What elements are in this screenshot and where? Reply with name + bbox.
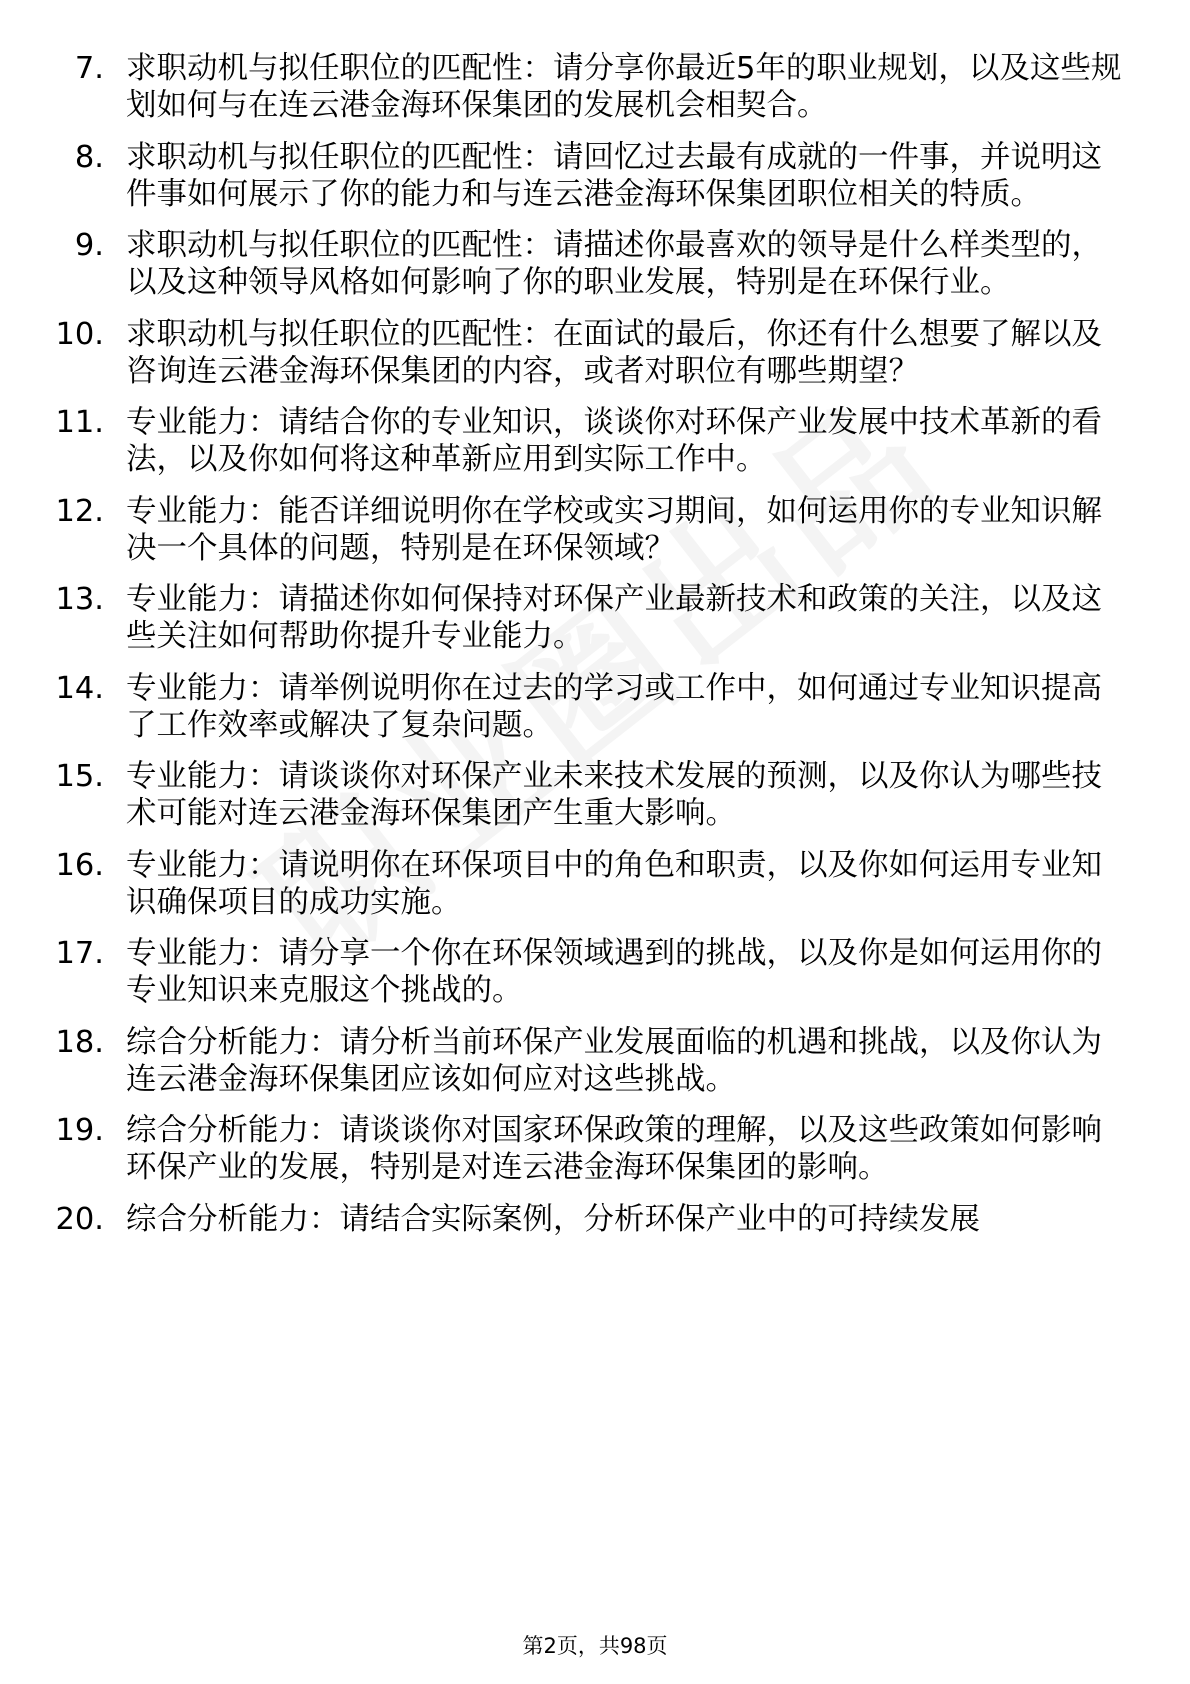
question-item — [0, 1112, 1190, 1186]
question-item — [0, 847, 1190, 921]
question-list — [0, 50, 1190, 1252]
question-item — [0, 758, 1190, 832]
question-number: 18. — [55, 1024, 104, 1060]
question-number: 17. — [55, 936, 104, 971]
question-item — [0, 935, 1190, 1009]
question-item — [0, 139, 1190, 213]
question-number: 13. — [55, 582, 104, 617]
question-text: 专业能力：请描述你如何保持对环保产业最新技术和政策的关注，以及这些关注如何帮助你提升专业能力。 — [126, 582, 1102, 654]
question-number: 11. — [55, 405, 104, 440]
question-number: 12. — [55, 493, 104, 529]
question-item — [0, 670, 1190, 744]
question-item — [0, 1201, 1190, 1238]
question-text: 专业能力：请分享一个你在环保领域遇到的挑战，以及你是如何运用你的专业知识来克服这个挑战的。 — [126, 936, 1102, 1008]
question-text: 综合分析能力：请分析当前环保产业发展面临的机遇和挑战，以及你认为连云港金海环保集团应该如何应对这些挑战。 — [126, 1024, 1102, 1097]
question-text: 求职动机与拟任职位的匹配性：请描述你最喜欢的领导是什么样类型的，以及这种领导风格如何影响了你的职业发展，特别是在环保行业。 — [126, 228, 1102, 300]
question-number: 15. — [55, 759, 104, 794]
question-text: 求职动机与拟任职位的匹配性：在面试的最后，你还有什么想要了解以及咨询连云港金海环保集团的内容，或者对职位有哪些期望？ — [126, 316, 1102, 389]
question-number: 10. — [55, 316, 104, 352]
question-text: 专业能力：请结合你的专业知识，谈谈你对环保产业发展中技术革新的看法，以及你如何将这种革新应用到实际工作中。 — [126, 405, 1102, 477]
question-text: 综合分析能力：请谈谈你对国家环保政策的理解，以及这些政策如何影响环保产业的发展，特别是对连云港金海环保集团的影响。 — [126, 1113, 1102, 1185]
question-text: 专业能力：请谈谈你对环保产业未来技术发展的预测，以及你认为哪些技术可能对连云港金海环保集团产生重大影响。 — [126, 759, 1102, 831]
question-text: 专业能力：请说明你在环保项目中的角色和职责，以及你如何运用专业知识确保项目的成功实施。 — [126, 847, 1102, 920]
question-text: 专业能力：能否详细说明你在学校或实习期间，如何运用你的专业知识解决一个具体的问题，特别是在环保领域？ — [126, 493, 1102, 566]
question-text: 求职动机与拟任职位的匹配性：请分享你最近5年的职业规划，以及这些规划如何与在连云港金海环保集团的发展机会相契合。 — [126, 51, 1122, 123]
question-item — [0, 50, 1190, 124]
page-footer — [0, 1633, 1190, 1659]
page-number-label: 第2页，共98页 — [522, 1634, 668, 1658]
question-item — [0, 404, 1190, 478]
question-number: 9. — [74, 228, 104, 263]
question-number: 14. — [55, 670, 104, 706]
question-item — [0, 227, 1190, 301]
question-text: 综合分析能力：请结合实际案例，分析环保产业中的可持续发展 — [126, 1201, 980, 1237]
question-item — [0, 581, 1190, 655]
question-number: 7. — [74, 51, 104, 86]
question-number: 16. — [55, 847, 104, 883]
question-text: 专业能力：请举例说明你在过去的学习或工作中，如何通过专业知识提高了工作效率或解决了复杂问题。 — [126, 670, 1102, 743]
question-number: 19. — [55, 1113, 104, 1148]
question-text: 求职动机与拟任职位的匹配性：请回忆过去最有成就的一件事，并说明这件事如何展示了你的能力和与连云港金海环保集团职位相关的特质。 — [126, 139, 1102, 212]
question-number: 8. — [74, 139, 104, 175]
question-item — [0, 493, 1190, 567]
question-item — [0, 1024, 1190, 1098]
question-item — [0, 316, 1190, 390]
question-number: 20. — [55, 1201, 104, 1237]
